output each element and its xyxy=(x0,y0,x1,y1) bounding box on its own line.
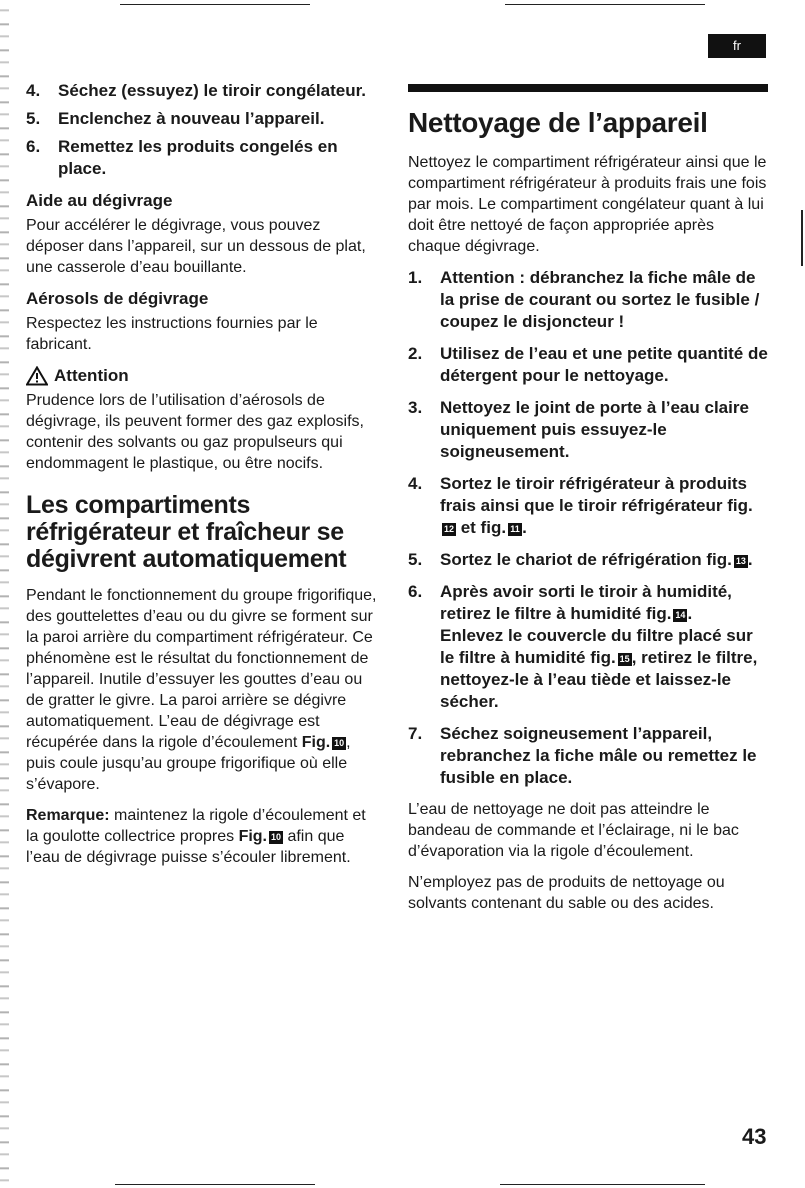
step-text: Sortez le tiroir réfrigérateur à produits frais ainsi que le tiroir réfrigérateur fig. xyxy=(440,474,753,515)
step-number: 6. xyxy=(408,582,423,601)
warning-triangle-icon xyxy=(26,366,48,386)
auto-defrost-heading: Les compartiments réfrigérateur et fraîcheur se dégivrent automatiquement xyxy=(26,491,347,573)
step-text: . xyxy=(687,604,693,623)
step-text: Sortez le chariot de réfrigération fig. xyxy=(440,550,732,569)
cleaning-heading: Nettoyage de l’appareil xyxy=(408,107,708,138)
step-text: , retirez le filtre, nettoyez-le à l’eau tiède et laissez-le sécher. xyxy=(440,648,758,711)
aide-paragraph: Pour accélérer le dégivrage, vous pouvez déposer dans l’appareil, sur un dessous de plat, une casserole d’eau bouillante. xyxy=(26,217,366,276)
aerosols-heading: Aérosols de dégivrage xyxy=(26,289,209,308)
bottom-rule xyxy=(115,1184,315,1185)
top-rule xyxy=(505,4,705,5)
list-item xyxy=(26,136,378,180)
step-number: 4. xyxy=(408,474,423,493)
aerosols-paragraph: Respectez les instructions fournies par le fabricant. xyxy=(26,315,318,353)
left-column xyxy=(26,80,378,878)
scan-edge-bar xyxy=(801,210,803,266)
list-item xyxy=(408,267,768,333)
step-text: Remettez les produits congelés en place. xyxy=(58,137,338,178)
step-number: 6. xyxy=(26,137,41,156)
step-number: 1. xyxy=(408,268,423,287)
step-number: 7. xyxy=(408,724,423,743)
list-item xyxy=(26,80,378,102)
step-text: Séchez soigneusement l’appareil, rebranchez la fiche mâle ou remettez le fusible en place. xyxy=(440,724,757,787)
list-item xyxy=(408,397,768,463)
cleaning-steps xyxy=(408,267,768,789)
scan-edge-shadow xyxy=(0,0,9,1188)
remark-paragraph xyxy=(26,805,378,868)
figure-ref-label: Fig. xyxy=(301,734,331,751)
step-text: et fig. xyxy=(456,518,507,537)
bottom-rule xyxy=(500,1184,705,1185)
top-rule xyxy=(120,4,310,5)
list-item xyxy=(408,581,768,713)
paragraph-text: , puis coule jusqu’au groupe frigorifique où elle s’évapore. xyxy=(26,734,351,793)
defrost-steps xyxy=(26,80,378,180)
figure-number-badge: 13 xyxy=(735,556,746,566)
auto-defrost-paragraph xyxy=(26,585,378,795)
figure-ref-label: Fig. xyxy=(238,828,267,845)
paragraph-text: maintenez la rigole d’écoulement et la goulotte collectrice propres xyxy=(26,807,366,845)
step-text: Nettoyez le joint de porte à l’eau claire uniquement puis essuyez-le soigneusement. xyxy=(440,398,749,461)
attention-heading xyxy=(26,365,378,387)
figure-number-badge: 11 xyxy=(508,523,522,536)
paragraph-text: Pendant le fonctionnement du groupe frigorifique, des gouttelettes d’eau ou du givre se forment sur la paroi arrière du compartiment réfrigérateur. Ce phénomène est le résultat du fonctionnement de l’appareil. Inutile d’essuyer les gouttes d’eau ou de gratter le givre. La paroi arrière se dégivre automatiquement. L’eau de dégivrage est récupérée dans la rigole d’écoulement xyxy=(26,587,377,751)
attention-label: Attention xyxy=(54,366,129,385)
language-tab: fr xyxy=(708,34,766,58)
step-text: Enclenchez à nouveau l’appareil. xyxy=(58,109,325,128)
figure-number-badge: 10 xyxy=(334,738,345,748)
paragraph-text: afin que l’eau de dégivrage puisse s’écouler librement. xyxy=(26,828,351,866)
cleaning-intro: Nettoyez le compartiment réfrigérateur ainsi que le compartiment réfrigérateur à produits frais une fois par mois. Le compartiment congélateur quant à lui doit être nettoyé de façon appropriée après chaque dégivrage. xyxy=(408,154,767,255)
right-column xyxy=(408,84,768,924)
figure-number-badge: 15 xyxy=(619,654,630,664)
figure-number-badge: 10 xyxy=(270,832,281,842)
remark-label: Remarque: xyxy=(26,807,110,824)
step-number: 3. xyxy=(408,398,423,417)
list-item xyxy=(408,723,768,789)
step-text: Séchez (essuyez) le tiroir congélateur. xyxy=(58,81,367,100)
step-number: 5. xyxy=(408,550,423,569)
step-number: 2. xyxy=(408,344,423,363)
attention-paragraph: Prudence lors de l’utilisation d’aérosols de dégivrage, ils peuvent former des gaz explosifs, contenir des solvants ou gaz propulseurs qui endommagent le plastique, ou être nocifs. xyxy=(26,392,364,472)
step-text: Attention : débranchez la fiche mâle de la prise de courant ou sortez le fusible / coupez le disjoncteur ! xyxy=(440,268,760,331)
cleaning-warning: N’employez pas de produits de nettoyage ou solvants contenant du sable ou des acides. xyxy=(408,874,725,912)
step-text: . xyxy=(747,550,753,569)
step-text: . xyxy=(522,518,527,537)
cleaning-note: L’eau de nettoyage ne doit pas atteindre le bandeau de commande et l’éclairage, ni le bac d’évaporation via la rigole d’écoulement. xyxy=(408,801,739,860)
figure-number-badge: 14 xyxy=(675,610,686,620)
step-text: Enlevez le couvercle du filtre placé sur le filtre à humidité fig. xyxy=(440,626,753,667)
list-item xyxy=(408,549,768,571)
list-item xyxy=(26,108,378,130)
page-number: 43 xyxy=(742,1124,767,1149)
step-number: 5. xyxy=(26,109,41,128)
aide-heading: Aide au dégivrage xyxy=(26,191,173,210)
step-text: Utilisez de l’eau et une petite quantité de détergent pour le nettoyage. xyxy=(440,344,768,385)
list-item xyxy=(408,343,768,387)
section-bar xyxy=(408,84,768,92)
figure-number-badge: 12 xyxy=(443,524,454,534)
step-text: Après avoir sorti le tiroir à humidité, retirez le filtre à humidité fig. xyxy=(440,582,732,623)
step-number: 4. xyxy=(26,81,41,100)
list-item xyxy=(408,473,768,539)
